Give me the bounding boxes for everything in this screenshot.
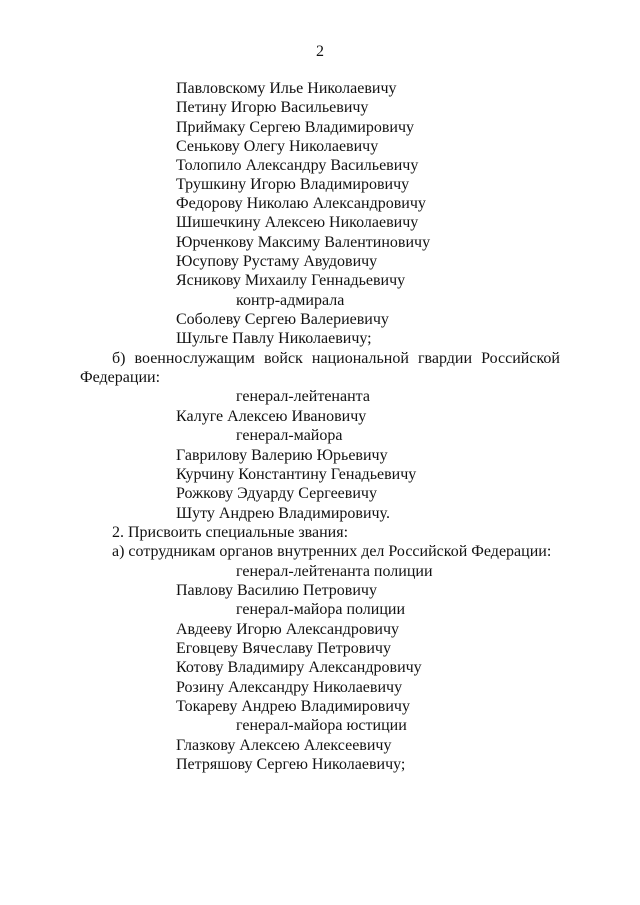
name-line: Глазкову Алексею Алексеевичу: [176, 737, 392, 754]
name-line: Толопило Александру Васильевичу: [176, 157, 419, 174]
rank-heading: генерал-лейтенанта полиции: [236, 563, 433, 580]
rank-heading: контр-адмирала: [236, 292, 345, 309]
paragraph-b-line2: Федерации:: [80, 369, 161, 386]
name-line: Токареву Андрею Владимировичу: [176, 698, 410, 715]
name-line: Авдееву Игорю Александровичу: [176, 621, 400, 638]
rank-heading: генерал-майора юстиции: [236, 717, 407, 734]
name-line: Павловскому Илье Николаевичу: [176, 80, 397, 97]
name-line: Еговцеву Вячеславу Петровичу: [176, 640, 391, 657]
paragraph-a: а) сотрудникам органов внутренних дел Российской Федерации:: [112, 543, 552, 560]
rank-heading: генерал-лейтенанта: [236, 388, 370, 405]
name-line: Гаврилову Валерию Юрьевичу: [176, 447, 388, 464]
name-line: Петину Игорю Васильевичу: [176, 99, 369, 116]
name-line: Розину Александру Николаевичу: [176, 679, 403, 696]
name-line: Трушкину Игорю Владимировичу: [176, 176, 410, 193]
name-line: Соболеву Сергею Валериевичу: [176, 311, 389, 328]
name-line: Шишечкину Алексею Николаевичу: [176, 214, 419, 231]
name-line: Курчину Константину Генадьевичу: [176, 466, 417, 483]
name-line: Федорову Николаю Александровичу: [176, 195, 426, 212]
item-2-heading: 2. Присвоить специальные звания:: [112, 524, 349, 541]
name-line: Шуту Андрею Владимировичу.: [176, 505, 390, 522]
name-line: Сенькову Олегу Николаевичу: [176, 138, 379, 155]
name-line: Ясникову Михаилу Геннадьевичу: [176, 272, 406, 289]
name-line: Калуге Алексею Ивановичу: [176, 408, 367, 425]
page-number: 2: [316, 43, 324, 60]
name-line: Павлову Василию Петровичу: [176, 582, 377, 599]
rank-heading: генерал-майора: [236, 427, 343, 444]
rank-heading: генерал-майора полиции: [236, 601, 406, 618]
name-line: Котову Владимиру Александровичу: [176, 659, 422, 676]
name-line: Юрченкову Максиму Валентиновичу: [176, 234, 431, 251]
name-line: Петряшову Сергею Николаевичу;: [176, 756, 406, 773]
name-line: Рожкову Эдуарду Сергеевичу: [176, 485, 377, 502]
name-line: Юсупову Рустаму Авудовичу: [176, 253, 378, 270]
name-line: Шульге Павлу Николаевичу;: [176, 330, 372, 347]
paragraph-b-line1: б) военнослужащим войск национальной гвардии Российской: [112, 350, 560, 367]
name-line: Приймаку Сергею Владимировичу: [176, 119, 415, 136]
